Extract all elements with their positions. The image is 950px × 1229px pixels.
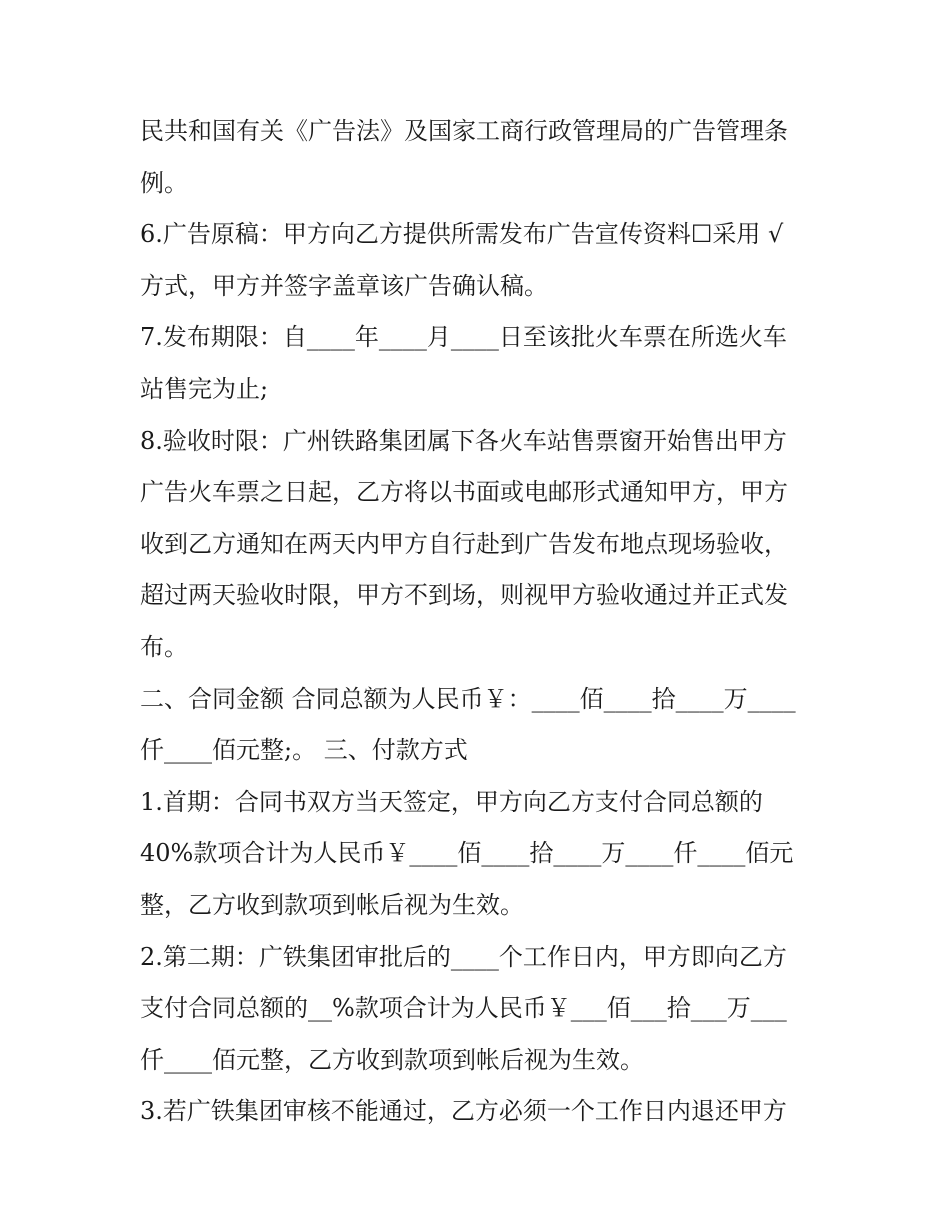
text-line: 二、合同金额 合同总额为人民币￥：____佰____拾____万____ [140, 684, 796, 713]
text-line: 40%款项合计为人民币￥____佰____拾____万____仟____佰元 [140, 839, 794, 868]
text-line: 1.首期：合同书双方当天签定，甲方向乙方支付合同总额的 [140, 787, 763, 816]
text-line: 仟____佰元整，乙方收到款项到帐后视为生效。 [140, 1045, 644, 1074]
text-line: 例。 [140, 168, 188, 197]
text-line: 6.广告原稿：甲方向乙方提供所需发布广告宣传资料☐采用 √ [140, 220, 784, 249]
text-line: 广告火车票之日起，乙方将以书面或电邮形式通知甲方，甲方 [140, 478, 788, 507]
text-line: 整，乙方收到款项到帐后视为生效。 [140, 890, 524, 919]
text-line: 方式，甲方并签字盖章该广告确认稿。 [140, 271, 548, 300]
text-line: 收到乙方通知在两天内甲方自行赴到广告发布地点现场验收， [140, 529, 788, 558]
text-line: 超过两天验收时限，甲方不到场，则视甲方验收通过并正式发 [140, 581, 788, 610]
text-line: 民共和国有关《广告法》及国家工商行政管理局的广告管理条 [140, 117, 788, 145]
text-line: 2.第二期：广铁集团审批后的____个工作日内，甲方即向乙方 [140, 942, 787, 971]
document-body [140, 106, 820, 1138]
text-line: 布。 [140, 632, 188, 661]
text-line: 7.发布期限：自____年____月____日至该批火车票在所选火车 [140, 323, 787, 352]
text-line: 8.验收时限：广州铁路集团属下各火车站售票窗开始售出甲方 [140, 426, 787, 455]
text-line: 站售完为止; [140, 374, 269, 403]
text-line: 3.若广铁集团审核不能通过，乙方必须一个工作日内退还甲方 [140, 1097, 787, 1126]
text-line: 仟____佰元整;。 三、付款方式 [140, 736, 468, 765]
text-line: 支付合同总额的__%款项合计为人民币￥___佰___拾___万___ [140, 994, 787, 1023]
